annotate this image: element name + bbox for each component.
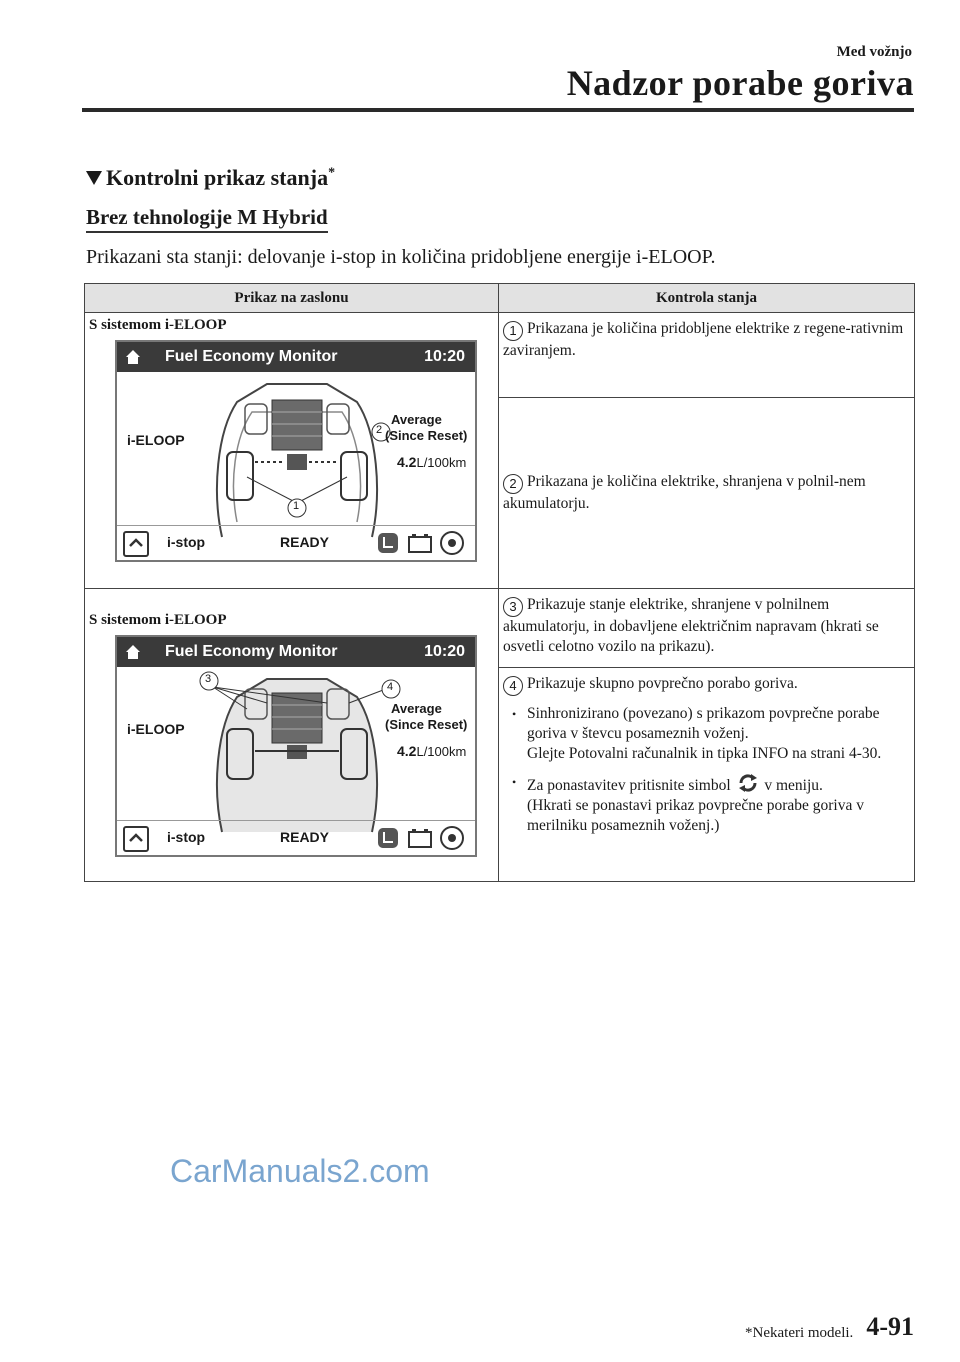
- istop-label: i-stop: [167, 828, 206, 845]
- bullet-text: Sinhronizirano (povezano) s prikazom povprečne porabe goriva v števcu posameznih voženj.: [527, 705, 880, 743]
- item-number: 1: [503, 321, 523, 341]
- list-item: [527, 704, 908, 764]
- item-text: Prikazuje stanje elektrike, shranjene v polnilnem akumulatorju, in dobavljene električnim napravam (hkrati se osvetli celotno vozilo na prikazu).: [503, 596, 879, 655]
- callout-number: 3: [205, 672, 212, 685]
- header-display: Prikaz na zaslonu: [85, 284, 499, 313]
- screen-bottom-bar: [117, 525, 475, 560]
- list-item: [527, 772, 908, 836]
- watermark: CarManuals2.com: [170, 1153, 430, 1189]
- reset-icon: [737, 772, 759, 794]
- back-icon: [123, 826, 149, 852]
- callout-number: 1: [293, 500, 300, 512]
- screen-avg-label: Average: [391, 700, 442, 716]
- header-status: Kontrola stanja: [499, 284, 915, 313]
- screen-value: [397, 743, 466, 759]
- intro-text: Prikazani sta stanji: delovanje i-stop in količina pridobljene energije i-ELOOP.: [86, 246, 716, 268]
- screen-value: [397, 454, 466, 470]
- istop-label: i-stop: [167, 534, 206, 550]
- status-cell: [499, 398, 915, 589]
- page-number: 4-91: [866, 1312, 914, 1341]
- screen-clock: 10:20: [424, 642, 465, 660]
- screen-value-unit: L/100km: [416, 743, 467, 759]
- display-cell: [85, 313, 499, 589]
- ready-label: READY: [280, 534, 330, 550]
- callout-number: 2: [376, 424, 383, 436]
- footnote: *Nekateri modeli.: [745, 1325, 854, 1341]
- section-title: [86, 165, 335, 191]
- item-number: 4: [503, 676, 523, 696]
- table-header-row: [85, 284, 915, 313]
- screen-avg-sublabel: (Since Reset): [385, 716, 468, 732]
- chapter-label: Med vožnjo: [836, 44, 912, 60]
- status-cell: [499, 313, 915, 398]
- status-table: [84, 283, 915, 882]
- status-item: [499, 589, 914, 663]
- brake-disc-icon: [439, 825, 465, 851]
- brake-disc-icon: [439, 530, 465, 556]
- item-number: 3: [503, 597, 523, 617]
- section-title-text: Kontrolni prikaz stanja: [106, 165, 329, 190]
- status-cell: [499, 668, 915, 882]
- screen-left-label: i-ELOOP: [127, 432, 185, 448]
- model-marker: *: [328, 165, 336, 181]
- bullet-list: [503, 704, 908, 836]
- fuel-monitor-screen: [115, 635, 477, 857]
- screen-value-unit: L/100km: [416, 455, 467, 470]
- battery-icon: [407, 530, 433, 556]
- screen-value-number: 4.2: [397, 742, 417, 759]
- seat-icon: [375, 825, 401, 851]
- screen-left-label: i-ELOOP: [127, 720, 185, 737]
- triangle-down-icon: [86, 171, 102, 185]
- bullet-text: (Hkrati se ponastavi prikaz povprečne porabe goriva v merilniku posameznih voženj.): [527, 797, 864, 835]
- subsection-title: Brez tehnologije M Hybrid: [86, 205, 328, 233]
- status-item: [499, 668, 914, 850]
- screen-clock: 10:20: [424, 348, 465, 365]
- callout-number: 4: [387, 680, 394, 693]
- screen-avg-label: Average: [391, 412, 442, 427]
- item-number: 2: [503, 474, 523, 494]
- bullet-text: Za ponastavitev pritisnite simbol: [527, 777, 731, 795]
- item-text: Prikazuje skupno povprečno porabo goriva.: [527, 675, 798, 693]
- page-title: Nadzor porabe goriva: [566, 63, 914, 103]
- item-text: Prikazana je količina elektrike, shranjena v polnil-nem akumulatorju.: [503, 473, 866, 512]
- screen-value-number: 4.2: [397, 454, 417, 470]
- table-row: [85, 589, 915, 668]
- system-label: S sistemom i-ELOOP: [89, 317, 227, 333]
- screen-title: Fuel Economy Monitor: [165, 348, 338, 365]
- header-rule: [82, 108, 914, 112]
- screen-title: Fuel Economy Monitor: [165, 642, 338, 660]
- item-text: Prikazana je količina pridobljene elektrike z regene-rativnim zaviranjem.: [503, 320, 904, 359]
- status-item: [499, 466, 914, 520]
- status-item: [499, 313, 914, 367]
- table-row: [85, 313, 915, 398]
- seat-icon: [375, 530, 401, 556]
- bullet-text: Glejte Potovalni računalnik in tipka INFO na strani 4-30.: [527, 745, 882, 763]
- fuel-monitor-screen: [115, 340, 477, 562]
- battery-icon: [407, 825, 433, 851]
- system-label: S sistemom i-ELOOP: [89, 611, 227, 628]
- screen-bottom-bar: [117, 820, 475, 855]
- bullet-text: v meniju.: [764, 777, 823, 795]
- status-cell: [499, 589, 915, 668]
- back-icon: [123, 531, 149, 557]
- screen-avg-sublabel: (Since Reset): [385, 428, 468, 443]
- display-cell: [85, 589, 499, 882]
- ready-label: READY: [280, 828, 330, 845]
